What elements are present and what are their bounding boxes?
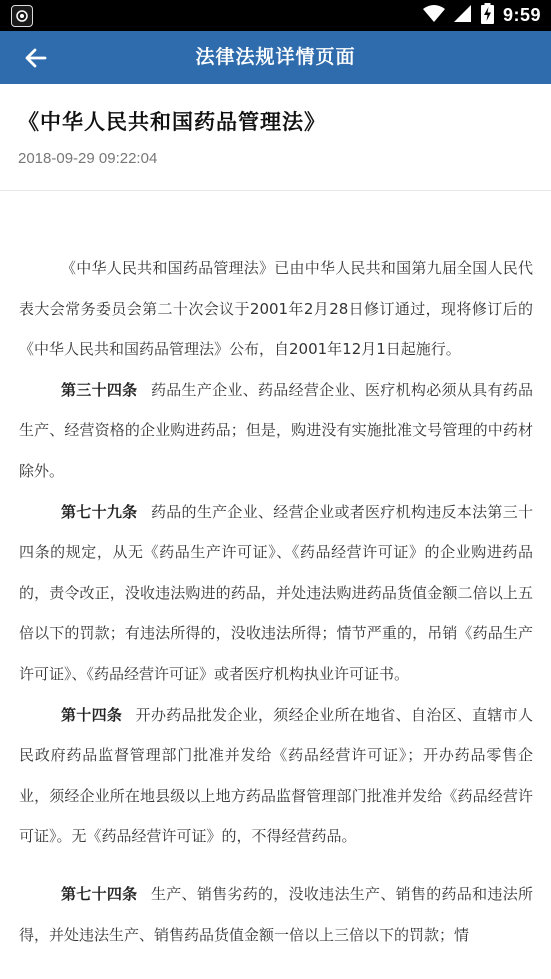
status-right <box>423 0 541 31</box>
paragraph-text: 药品的生产企业、经营企业或者医疗机构违反本法第三十四条的规定，从无《药品生产许可证》、《药品经营许可证》的企业购进药品的，责令改正，没收违法购进的药品，并处违法购进药品货值金额二倍以上五倍以下的罚款；有违法所得的，没收违法所得；情节严重的，吊销《药品生产许可证》、《药品经营许可证》或者医疗机构执业许可证书。 <box>19 502 533 683</box>
article-paragraph <box>19 492 533 695</box>
paragraph-text: 药品生产企业、药品经营企业、医疗机构必须从具有药品生产、经营资格的企业购进药品；但是，购进没有实施批准文号管理的中药材除外。 <box>19 380 533 480</box>
wifi-icon <box>423 5 445 27</box>
signal-icon <box>454 5 472 27</box>
status-left <box>11 5 33 27</box>
paragraph-text: 开办药品批发企业，须经企业所在地省、自治区、直辖市人民政府药品监督管理部门批准并发给《药品经营许可证》；开办药品零售企业，须经企业所在地县级以上地方药品监督管理部门批准并发给《药品经营许可证》。无《药品经营许可证》的，不得经营药品。 <box>19 705 533 846</box>
paragraph-text: 生产、销售劣药的，没收违法生产、销售的药品和违法所得，并处违法生产、销售药品货值金额一倍以上三倍以下的罚款；情 <box>19 884 533 944</box>
article-number: 第十四条 <box>61 705 123 724</box>
app-icon <box>11 5 33 27</box>
article-paragraph <box>19 695 533 857</box>
article-content <box>19 248 533 955</box>
article-title: 《中华人民共和国药品管理法》 <box>18 110 326 134</box>
article-paragraph <box>19 874 533 955</box>
app-header <box>0 31 551 84</box>
article-number: 第三十四条 <box>61 380 138 399</box>
article-number: 第七十九条 <box>61 502 138 521</box>
status-bar <box>0 0 551 31</box>
article-number: 第七十四条 <box>61 884 138 903</box>
article-paragraph <box>19 248 533 370</box>
battery-charging-icon <box>481 3 494 28</box>
article-date: 2018-09-29 09:22:04 <box>18 150 158 167</box>
paragraph-text: 《中华人民共和国药品管理法》已由中华人民共和国第九届全国人民代表大会常务委员会第二十次会议于2001年2月28日修订通过，现将修订后的《中华人民共和国药品管理法》公布，自2001年12月1日起施行。 <box>19 259 533 359</box>
page-title: 法律法规详情页面 <box>195 46 356 68</box>
article-header <box>0 84 551 191</box>
article-paragraph <box>19 370 533 492</box>
status-time: 9:59 <box>502 5 541 25</box>
